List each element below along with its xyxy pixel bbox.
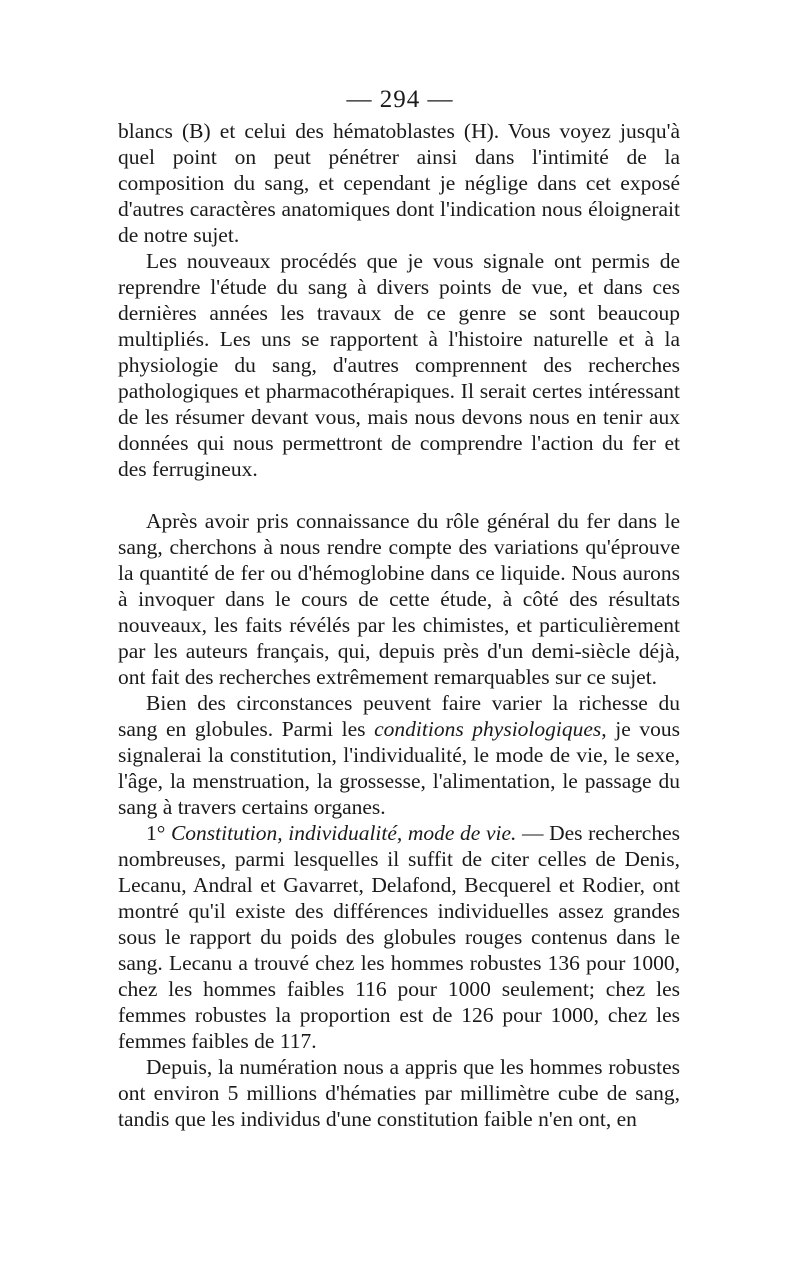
paragraph-text: , je vous signalerai la constitution, l'individualité, le mode de vie, le sexe, l'âge, la menstruation, la grossesse, l'alimentation, le passage du sang à travers certains organes. (118, 717, 680, 819)
paragraph (118, 820, 680, 1054)
paragraph-text: Bien des circonstances peuvent faire varier la richesse du sang en globules. Parmi les (118, 691, 680, 741)
text-section-2 (118, 508, 680, 1132)
paragraph: Depuis, la numération nous a appris que les hommes robustes ont environ 5 millions d'hématies par millimètre cube de sang, tandis que les individus d'une constitution faible n'en ont, en (118, 1055, 680, 1131)
paragraph-text: — Des recherches nombreuses, parmi lesquelles il suffit de citer celles de Denis, Lecanu, Andral et Gavarret, Delafond, Becquerel et Rodier, ont montré qu'il existe des différences individuelles assez grandes sous le rapport du poids des globules rouges contenus dans le sang. Lecanu a trouvé chez les hommes robustes 136 pour 1000, chez les hommes faibles 116 pour 1000 seulement; chez les femmes robustes la proportion est de 126 pour 1000, chez les femmes faibles de 117. (118, 821, 680, 1053)
paragraph (118, 690, 680, 820)
italic-phrase: conditions physiologiques (374, 717, 602, 741)
page-number: — 294 — (346, 86, 454, 113)
list-number: 1° (146, 821, 171, 845)
text-section-1 (118, 118, 680, 482)
paragraph: Après avoir pris connaissance du rôle général du fer dans le sang, cherchons à nous rendre compte des variations qu'éprouve la quantité de fer ou d'hémoglobine dans ce liquide. Nous aurons à invoquer dans le cours de cette étude, à côté des résultats nouveaux, les faits révélés par les chimistes, et particulièrement par les auteurs français, qui, depuis près d'un demi-siècle déjà, ont fait des recherches extrêmement remarquables sur ce sujet. (118, 509, 680, 689)
paragraph: Les nouveaux procédés que je vous signale ont permis de reprendre l'étude du sang à divers points de vue, et dans ces dernières années les travaux de ce genre se sont beaucoup multipliés. Les uns se rapportent à l'histoire naturelle et à la physiologie du sang, d'autres comprennent des recherches pathologiques et pharmacothérapiques. Il serait certes intéressant de les résumer devant vous, mais nous devons nous en tenir aux données qui nous permettront de comprendre l'action du fer et des ferrugineux. (118, 249, 680, 481)
paragraph: blancs (B) et celui des hématoblastes (H). Vous voyez jusqu'à quel point on peut pénétrer ainsi dans l'intimité de la composition du sang, et cependant je néglige dans cet exposé d'autres caractères anatomiques dont l'indication nous éloignerait de notre sujet. (118, 119, 680, 247)
section-heading-italic: Constitution, individualité, mode de vie. (170, 821, 517, 845)
